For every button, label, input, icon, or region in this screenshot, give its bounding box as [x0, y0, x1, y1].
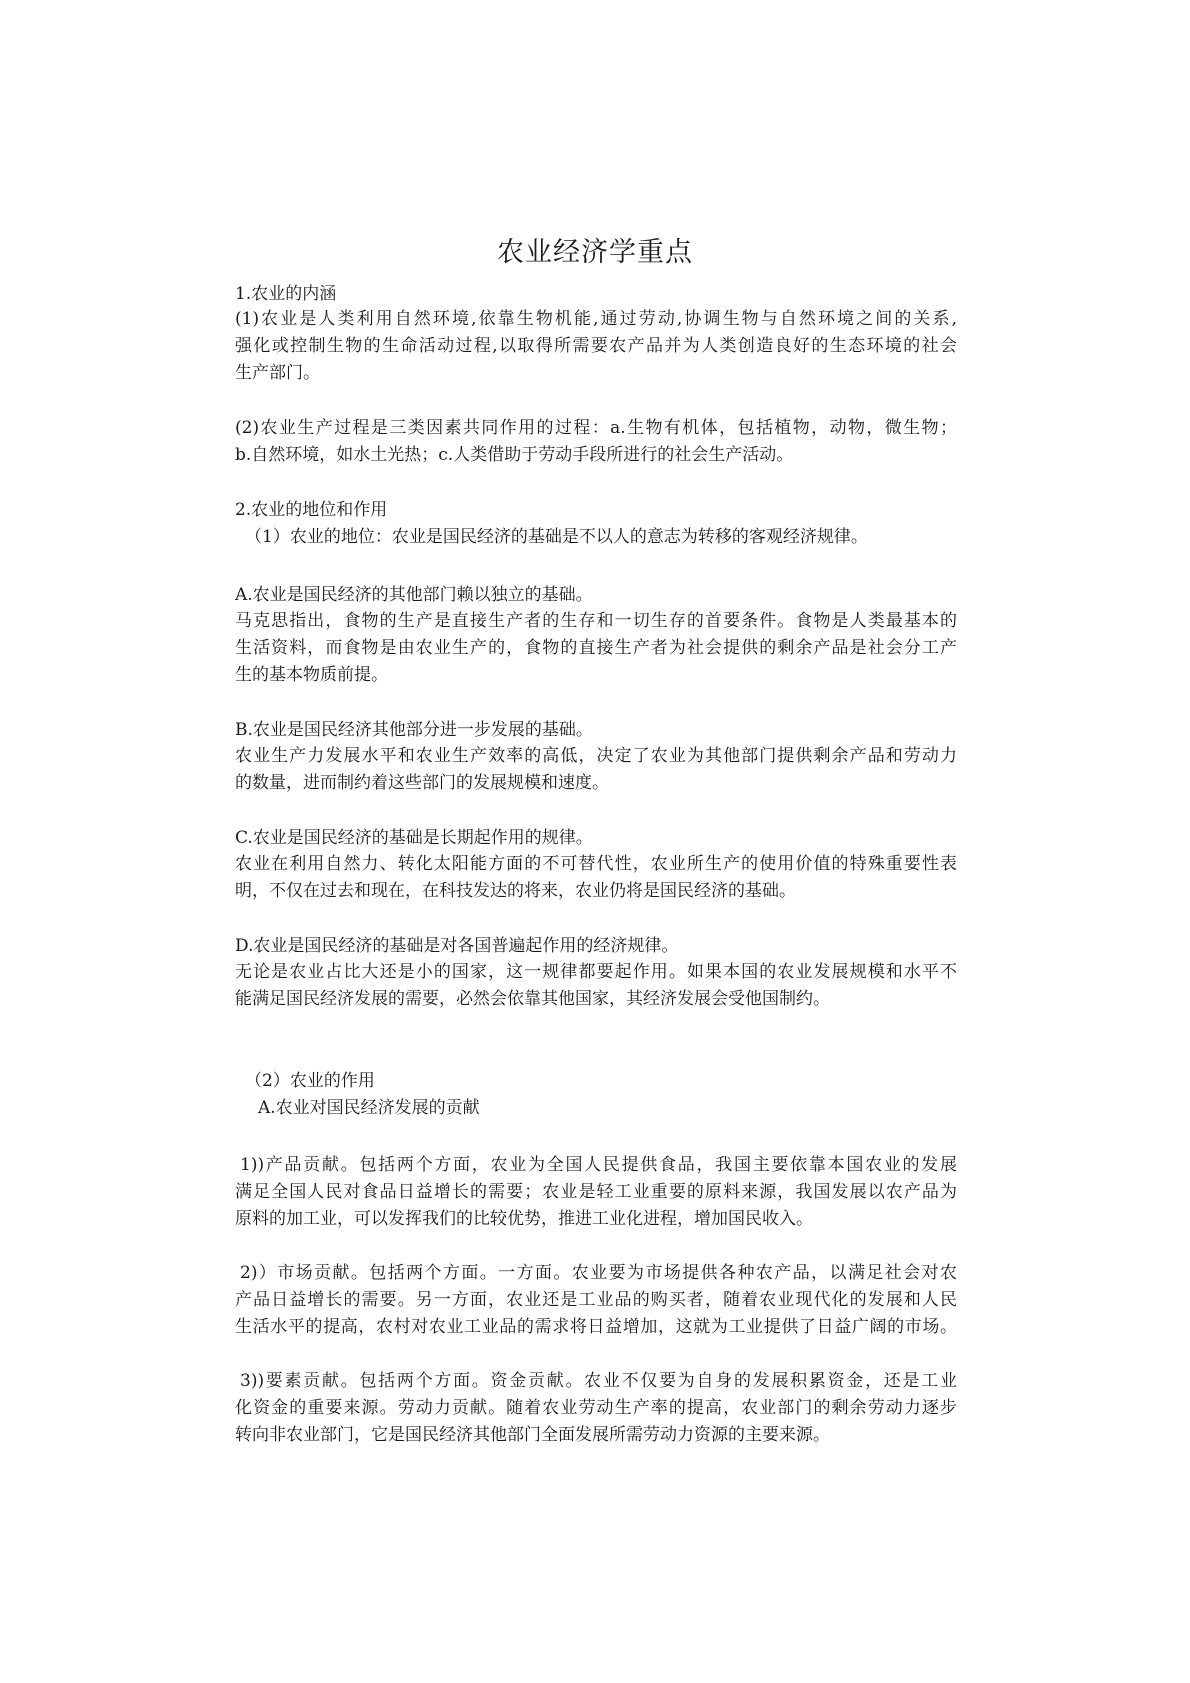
paragraph-line: (1)农业是人类利用自然环境,依靠生物机能,通过劳动,协调生物与自然环境之间的关系, — [235, 309, 957, 329]
paragraph-line: 1))产品贡献。包括两个方面，农业为全国人民提供食品，我国主要依靠本国农业的发展 — [240, 1155, 957, 1175]
paragraph-line: 生活资料，而食物是由农业生产的，食物的直接生产者为社会提供的剩余产品是社会分工产 — [235, 638, 957, 658]
paragraph-line: 生的基本物质前提。 — [235, 665, 388, 685]
subsection-heading: （1）农业的地位：农业是国民经济的基础是不以人的意志为转移的客观经济规律。 — [245, 527, 868, 547]
point-heading: C.农业是国民经济的基础是长期起作用的规律。 — [235, 828, 593, 848]
paragraph-line: 的数量，进而制约着这些部门的发展规模和速度。 — [235, 773, 609, 793]
paragraph-line: 强化或控制生物的生命活动过程,以取得所需要农产品并为人类创造良好的生态环境的社会 — [235, 336, 957, 356]
point-heading: A.农业是国民经济的其他部门赖以独立的基础。 — [235, 585, 593, 605]
paragraph-line: 明，不仅在过去和现在，在科技发达的将来，农业仍将是国民经济的基础。 — [235, 881, 796, 901]
paragraph-line: 化资金的重要来源。劳动力贡献。随着农业劳动生产率的提高，农业部门的剩余劳动力逐步 — [235, 1398, 957, 1418]
document-title: 农业经济学重点 — [497, 237, 693, 268]
section-heading: 2.农业的地位和作用 — [235, 500, 388, 520]
paragraph-line: 马克思指出，食物的生产是直接生产者的生存和一切生存的首要条件。食物是人类最基本的 — [235, 611, 957, 631]
paragraph-line: 满足全国人民对食品日益增长的需要；农业是轻工业重要的原料来源，我国发展以农产品为 — [235, 1182, 957, 1202]
paragraph-line: 原料的加工业，可以发挥我们的比较优势，推进工业化进程，增加国民收入。 — [235, 1209, 813, 1229]
subsection-heading: （2）农业的作用 — [245, 1071, 375, 1091]
section-heading: 1.农业的内涵 — [235, 284, 337, 304]
paragraph-line: (2)农业生产过程是三类因素共同作用的过程：a.生物有机体，包括植物，动物，微生物； — [235, 418, 957, 438]
paragraph-line: 2)）市场贡献。包括两个方面。一方面。农业要为市场提供各种农产品，以满足社会对农 — [240, 1263, 957, 1283]
paragraph-line: 能满足国民经济发展的需要，必然会依靠其他国家，其经济发展会受他国制约。 — [235, 989, 830, 1009]
paragraph-line: 产品日益增长的需要。另一方面，农业还是工业品的购买者，随着农业现代化的发展和人民 — [235, 1290, 957, 1310]
paragraph-line: 无论是农业占比大还是小的国家，这一规律都要起作用。如果本国的农业发展规模和水平不 — [235, 962, 957, 982]
paragraph-line: 转向非农业部门，它是国民经济其他部门全面发展所需劳动力资源的主要来源。 — [235, 1425, 830, 1445]
paragraph-line: 生产部门。 — [235, 363, 320, 383]
point-heading: D.农业是国民经济的基础是对各国普遍起作用的经济规律。 — [235, 936, 679, 956]
paragraph-line: 3))要素贡献。包括两个方面。资金贡献。农业不仅要为自身的发展积累资金，还是工业 — [240, 1371, 957, 1391]
paragraph-line: 生活水平的提高，农村对农业工业品的需求将日益增加，这就为工业提供了日益广阔的市场。 — [235, 1317, 957, 1337]
paragraph-line: 农业生产力发展水平和农业生产效率的高低，决定了农业为其他部门提供剩余产品和劳动力 — [235, 746, 957, 766]
paragraph-line: b.自然环境，如水土光热；c.人类借助于劳动手段所进行的社会生产活动。 — [235, 445, 794, 465]
paragraph-line: 农业在利用自然力、转化太阳能方面的不可替代性，农业所生产的使用价值的特殊重要性表 — [235, 854, 957, 874]
point-heading: A.农业对国民经济发展的贡献 — [258, 1098, 480, 1118]
point-heading: B.农业是国民经济其他部分进一步发展的基础。 — [235, 720, 593, 740]
